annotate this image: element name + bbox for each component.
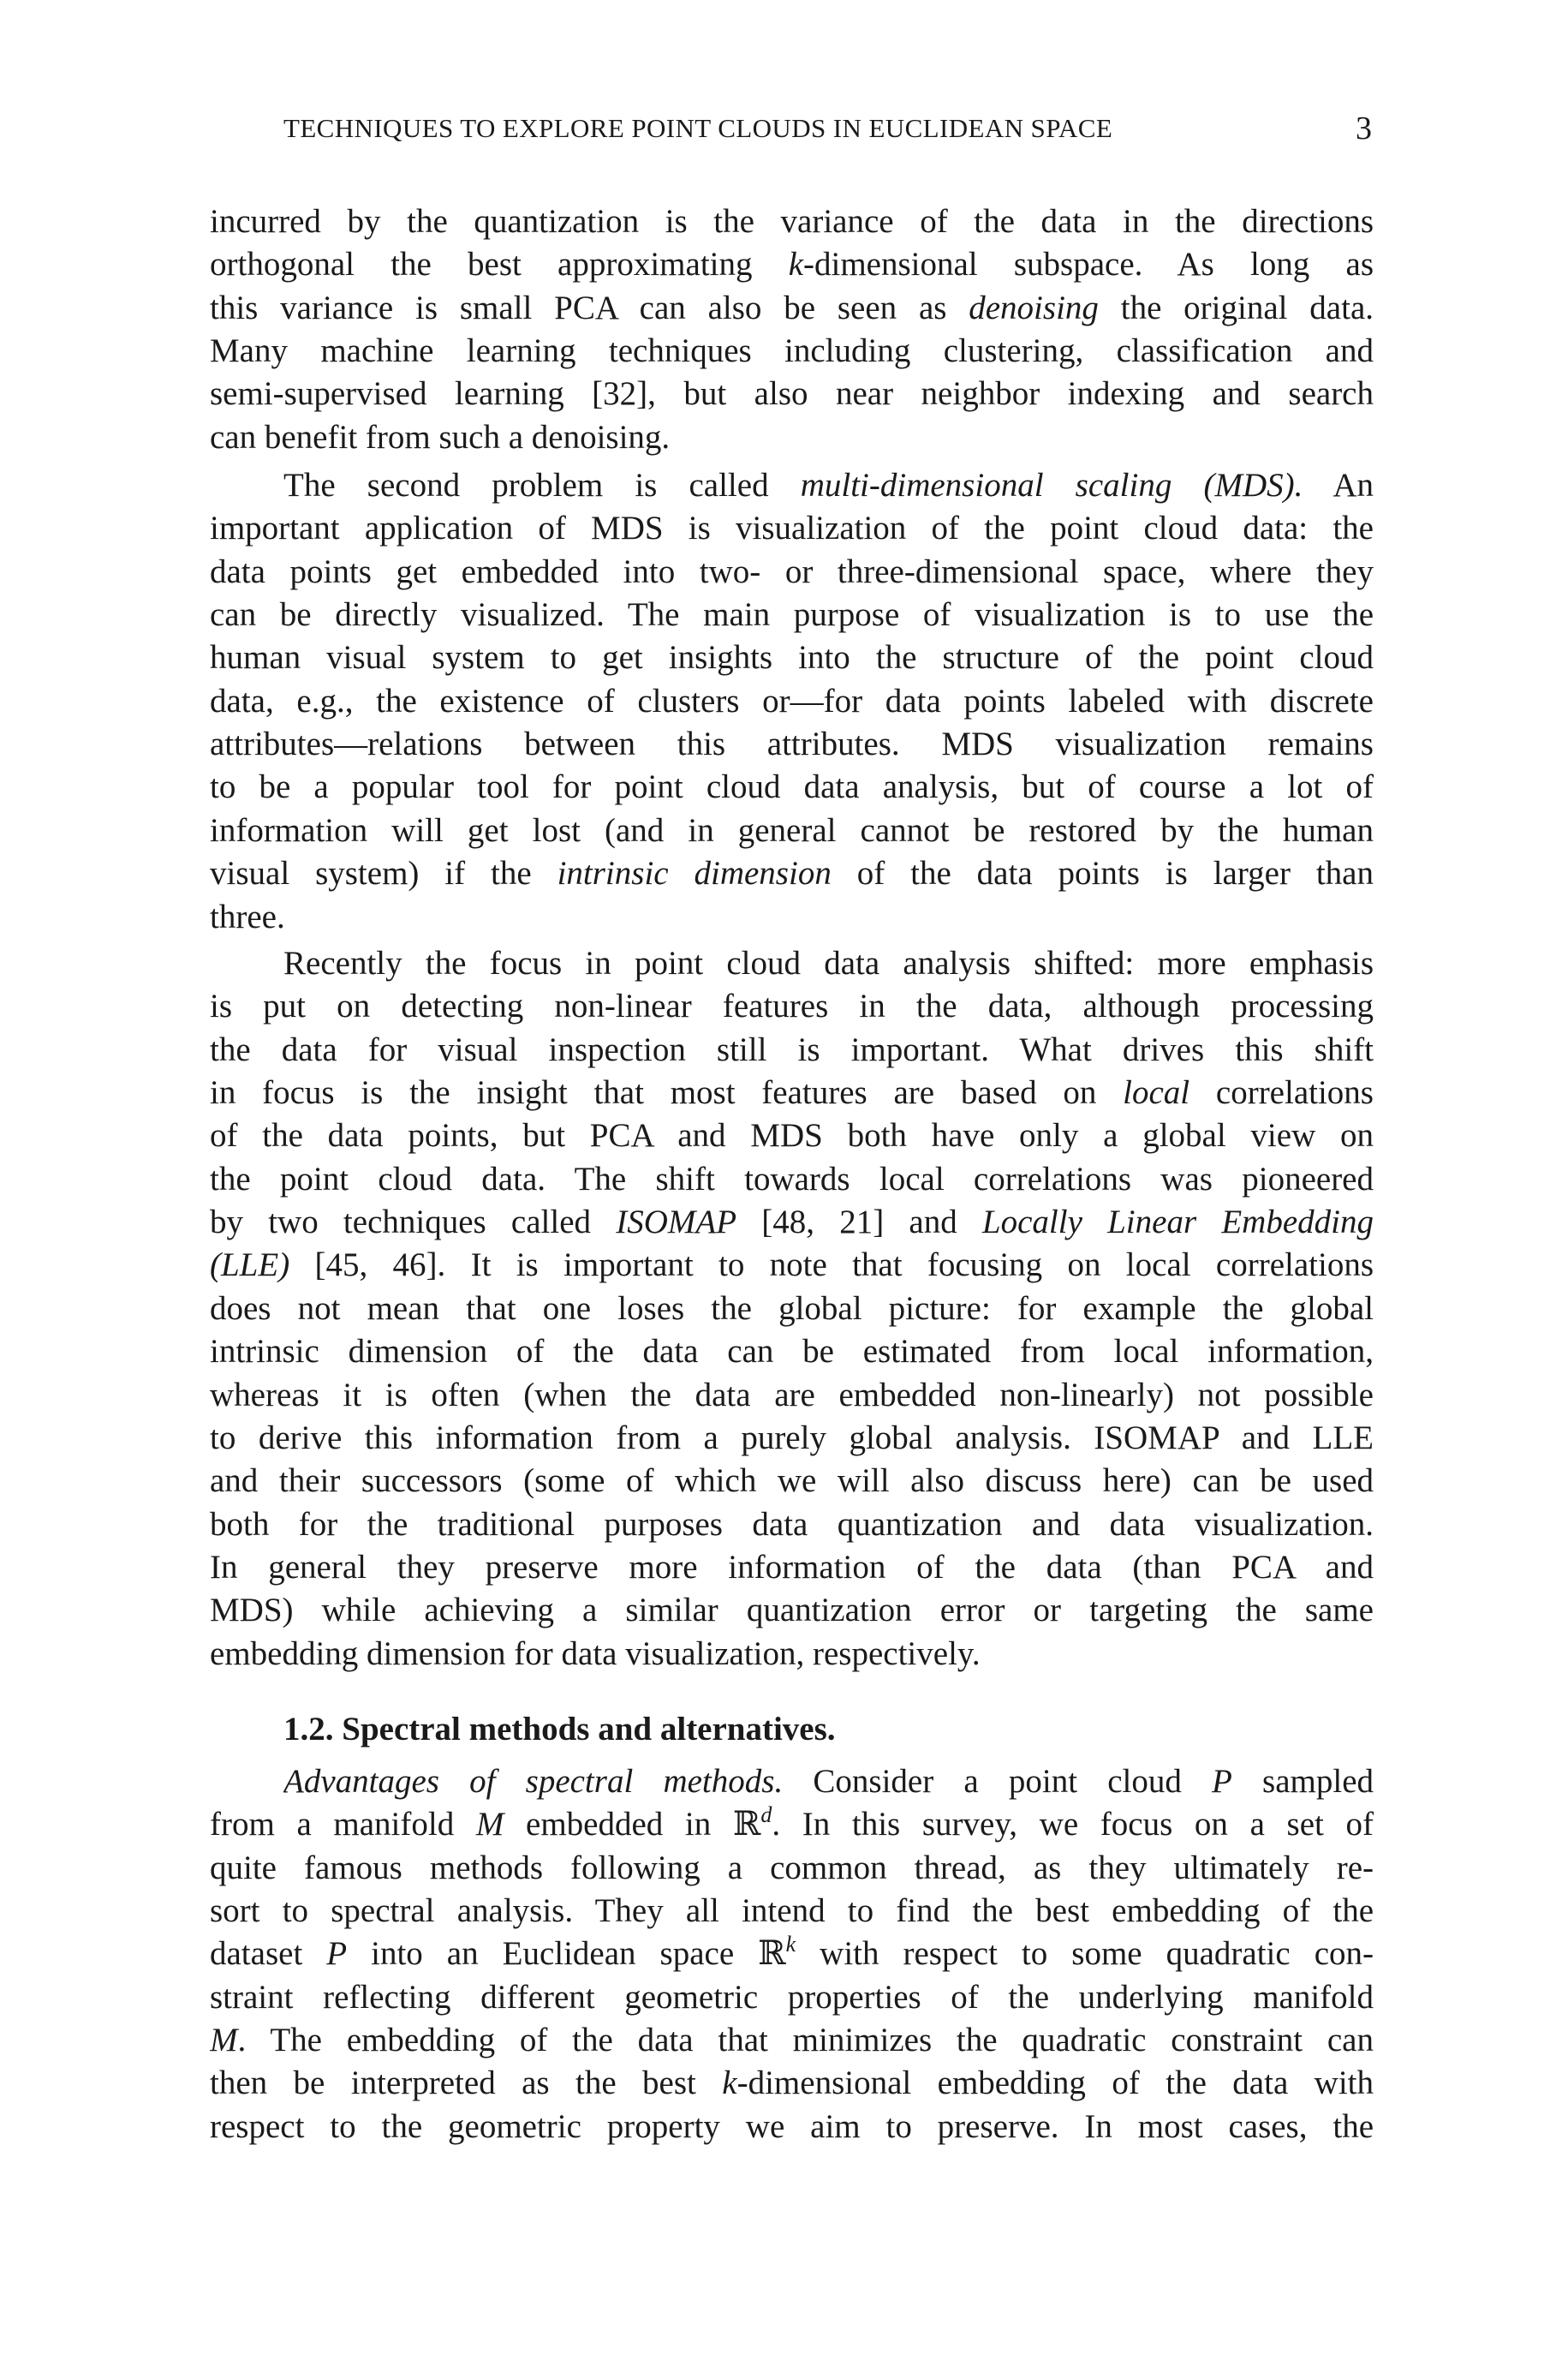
superscript: d: [760, 1803, 772, 1828]
paragraph-line: M. The embedding of the data that minimizes the quadratic constraint can: [210, 2022, 1374, 2059]
paragraph-line: three.: [210, 898, 285, 935]
paragraph-line: whereas it is often (when the data are embedded non-linearly) not possible: [210, 1376, 1374, 1413]
paragraph-line: intrinsic dimension of the data can be estimated from local information,: [210, 1333, 1374, 1371]
paragraph-line: visual system) if the intrinsic dimension of the data points is larger than: [210, 855, 1374, 893]
paragraph-line: (LLE) [45, 46]. It is important to note that focusing on local correlations: [210, 1246, 1374, 1284]
emphasis: Advantages of spectral methods.: [283, 1763, 784, 1800]
paragraph-line: to derive this information from a purely global analysis. ISOMAP and LLE: [210, 1419, 1374, 1456]
paragraph-line: data points get embedded into two- or three-dimensional space, where they: [210, 553, 1374, 590]
paragraph-line: then be interpreted as the best k-dimensional embedding of the data with: [210, 2064, 1374, 2102]
paragraph-line: in focus is the insight that most features are based on local correlations: [210, 1074, 1374, 1112]
paragraph-line: does not mean that one loses the global picture: for example the global: [210, 1289, 1374, 1327]
emphasis: k: [722, 2064, 737, 2102]
paragraph-line: Many machine learning techniques including clustering, classification and: [210, 332, 1374, 370]
paragraph-line: by two techniques called ISOMAP [48, 21] and Locally Linear Embedding: [210, 1204, 1374, 1241]
paragraph-line: attributes—relations between this attributes. MDS visualization remains: [210, 726, 1374, 763]
paragraph-line: orthogonal the best approximating k-dimensional subspace. As long as: [210, 246, 1374, 284]
emphasis: denoising: [969, 289, 1099, 326]
paragraph-line: respect to the geometric property we aim to preserve. In most cases, the: [210, 2107, 1374, 2145]
emphasis: P: [326, 1935, 348, 1973]
emphasis: M: [475, 1806, 504, 1843]
emphasis: local: [1123, 1074, 1190, 1112]
paragraph-line: semi-supervised learning [32], but also near neighbor indexing and search: [210, 375, 1374, 413]
emphasis: (LLE): [210, 1246, 290, 1284]
paragraph-line: is put on detecting non-linear features in the data, although processing: [210, 988, 1374, 1025]
emphasis: M: [210, 2022, 238, 2059]
page-number: 3: [1356, 111, 1372, 146]
emphasis: k: [788, 246, 804, 284]
paragraph-line: can be directly visualized. The main purpose of visualization is to use the: [210, 596, 1374, 634]
paragraph-line: both for the traditional purposes data quantization and data visualization.: [210, 1505, 1374, 1543]
paragraph-line: The second problem is called multi-dimensional scaling (MDS). An: [283, 467, 1374, 504]
superscript: k: [785, 1933, 796, 1957]
paragraph-line: important application of MDS is visualization of the point cloud data: the: [210, 510, 1374, 547]
paragraph-line: sort to spectral analysis. They all intend to find the best embedding of the: [210, 1892, 1374, 1930]
emphasis: ISOMAP: [616, 1204, 737, 1241]
paragraph-line: data, e.g., the existence of clusters or—for data points labeled with discrete: [210, 682, 1374, 720]
paragraph-line: dataset P into an Euclidean space ℝ$^k$ with respect to some quadratic con-: [210, 1933, 1374, 1973]
paragraph-line: quite famous methods following a common thread, as they ultimately re-: [210, 1849, 1374, 1886]
paragraph-line: this variance is small PCA can also be seen as denoising the original data.: [210, 289, 1374, 326]
paragraph-line: In general they preserve more information of the data (than PCA and: [210, 1548, 1374, 1586]
emphasis: Locally Linear Embedding: [981, 1204, 1374, 1241]
emphasis: intrinsic dimension: [557, 855, 832, 893]
running-header: TECHNIQUES TO EXPLORE POINT CLOUDS IN EUCLIDEAN SPACE: [283, 113, 1113, 143]
emphasis: P: [1212, 1763, 1232, 1800]
paragraph-line: information will get lost (and in general cannot be restored by the human: [210, 811, 1374, 849]
paragraph-line: of the data points, but PCA and MDS both have only a global view on: [210, 1117, 1374, 1155]
paragraph-line: incurred by the quantization is the variance of the data in the directions: [210, 203, 1374, 240]
section-heading: 1.2. Spectral methods and alternatives.: [283, 1711, 836, 1748]
paragraph-line: straint reflecting different geometric properties of the underlying manifold: [210, 1978, 1374, 2016]
paragraph-line: and their successors (some of which we will also discuss here) can be used: [210, 1462, 1374, 1500]
paragraph-line: MDS) while achieving a similar quantization error or targeting the same: [210, 1592, 1374, 1629]
paragraph-line: can benefit from such a denoising.: [210, 418, 671, 456]
paragraph-line: the data for visual inspection still is important. What drives this shift: [210, 1031, 1374, 1068]
paragraph-line: Recently the focus in point cloud data analysis shifted: more emphasis: [283, 945, 1374, 982]
paragraph-line: Advantages of spectral methods. Consider a point cloud P sampled: [283, 1763, 1374, 1800]
paragraph-line: to be a popular tool for point cloud data analysis, but of course a lot of: [210, 768, 1374, 806]
paragraph-line: embedding dimension for data visualization, respectively.: [210, 1634, 981, 1672]
emphasis: multi-dimensional scaling (MDS).: [800, 467, 1303, 504]
paragraph-line: the point cloud data. The shift towards local correlations was pioneered: [210, 1160, 1374, 1198]
paragraph-line: from a manifold M embedded in ℝ$^d$. In this survey, we focus on a set of: [210, 1803, 1374, 1843]
paragraph-line: human visual system to get insights into the structure of the point cloud: [210, 639, 1374, 677]
